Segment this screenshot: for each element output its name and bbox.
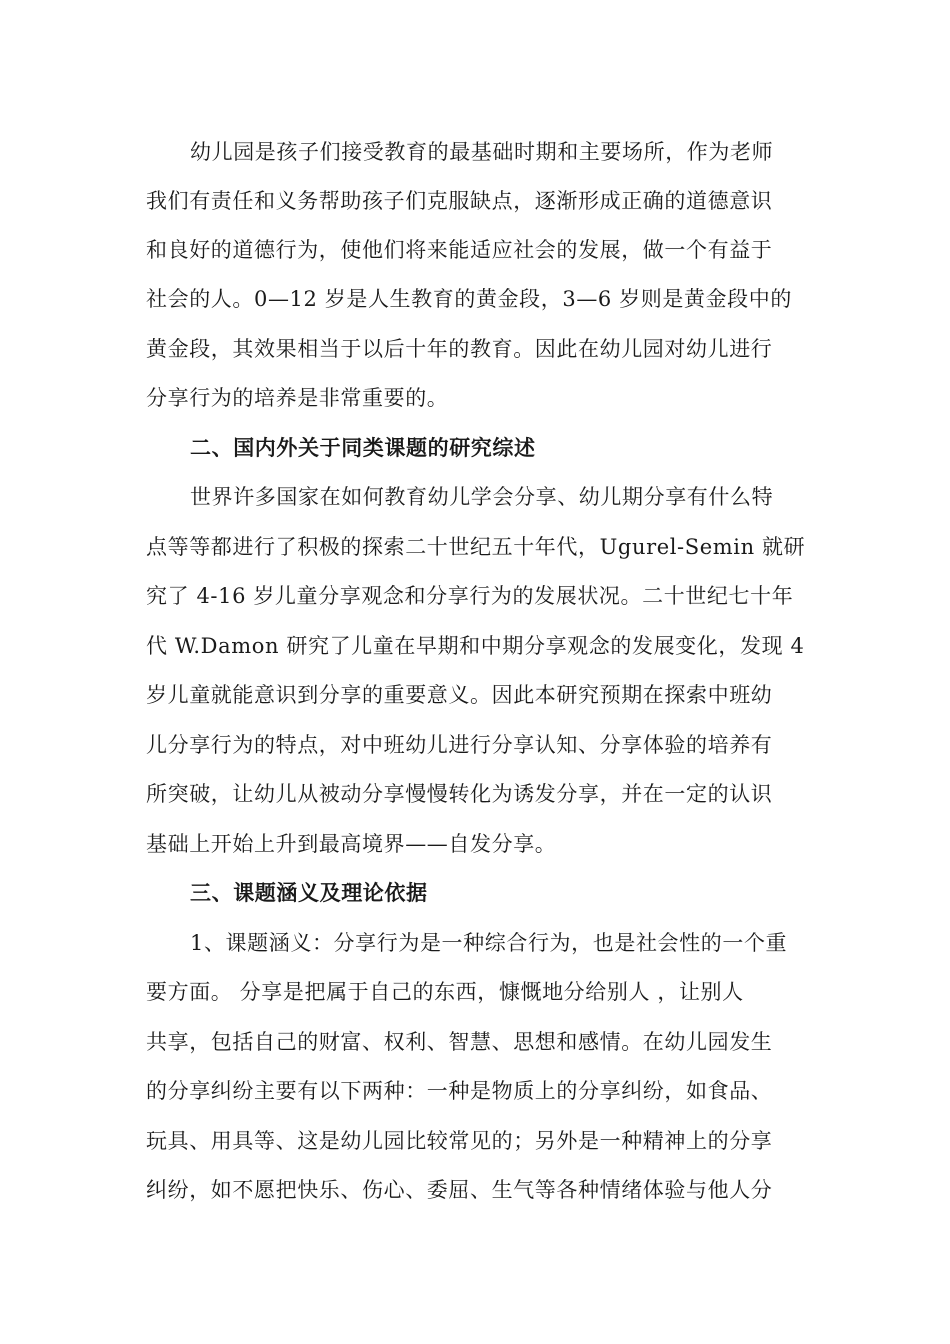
paragraph-2-line-5: 岁儿童就能意识到分享的重要意义。因此本研究预期在探索中班幼 [146,683,773,707]
paragraph-3-line-2: 要方面。 分享是把属于自己的东西，慷慨地分给别人 ，让别人 [146,980,744,1004]
paragraph-1-line-6: 分享行为的培养是非常重要的。 [146,386,449,410]
paragraph-3-line-1: 1、课题涵义：分享行为是一种综合行为，也是社会性的一个重 [190,931,788,955]
section-heading-3: 三、课题涵义及理论依据 [190,880,428,905]
paragraph-1-line-5: 黄金段，其效果相当于以后十年的教育。因此在幼儿园对幼儿进行 [146,337,773,361]
paragraph-3-line-6: 纠纷，如不愿把快乐、伤心、委屈、生气等各种情绪体验与他人分 [146,1178,773,1202]
paragraph-1-line-4: 社会的人。0—12 岁是人生教育的黄金段，3—6 岁则是黄金段中的 [146,287,792,311]
paragraph-2-line-6: 儿分享行为的特点，对中班幼儿进行分享认知、分享体验的培养有 [146,733,773,757]
paragraph-2-line-2: 点等等都进行了积极的探索二十世纪五十年代，Ugurel-Semin 就研 [146,535,806,559]
paragraph-2-line-3: 究了 4-16 岁儿童分享观念和分享行为的发展状况。二十世纪七十年 [146,584,794,608]
paragraph-2-line-4: 代 W.Damon 研究了儿童在早期和中期分享观念的发展变化，发现 4 [146,634,805,658]
section-heading-2: 二、国内外关于同类课题的研究综述 [190,435,536,460]
paragraph-2-line-8: 基础上开始上升到最高境界——自发分享。 [146,832,557,856]
paragraph-3-line-5: 玩具、用具等、这是幼儿园比较常见的；另外是一种精神上的分享 [146,1129,773,1153]
paragraph-2-line-1: 世界许多国家在如何教育幼儿学会分享、幼儿期分享有什么特 [190,485,774,509]
paragraph-3-line-4: 的分享纠纷主要有以下两种：一种是物质上的分享纠纷，如食品、 [146,1079,773,1103]
paragraph-1-line-2: 我们有责任和义务帮助孩子们克服缺点，逐渐形成正确的道德意识 [146,189,773,213]
paragraph-3-line-3: 共享，包括自己的财富、权利、智慧、思想和感情。在幼儿园发生 [146,1030,773,1054]
paragraph-1-line-3: 和良好的道德行为，使他们将来能适应社会的发展，做一个有益于 [146,238,773,262]
paragraph-2-line-7: 所突破，让幼儿从被动分享慢慢转化为诱发分享，并在一定的认识 [146,782,773,806]
paragraph-1-line-1: 幼儿园是孩子们接受教育的最基础时期和主要场所，作为老师 [190,140,774,164]
